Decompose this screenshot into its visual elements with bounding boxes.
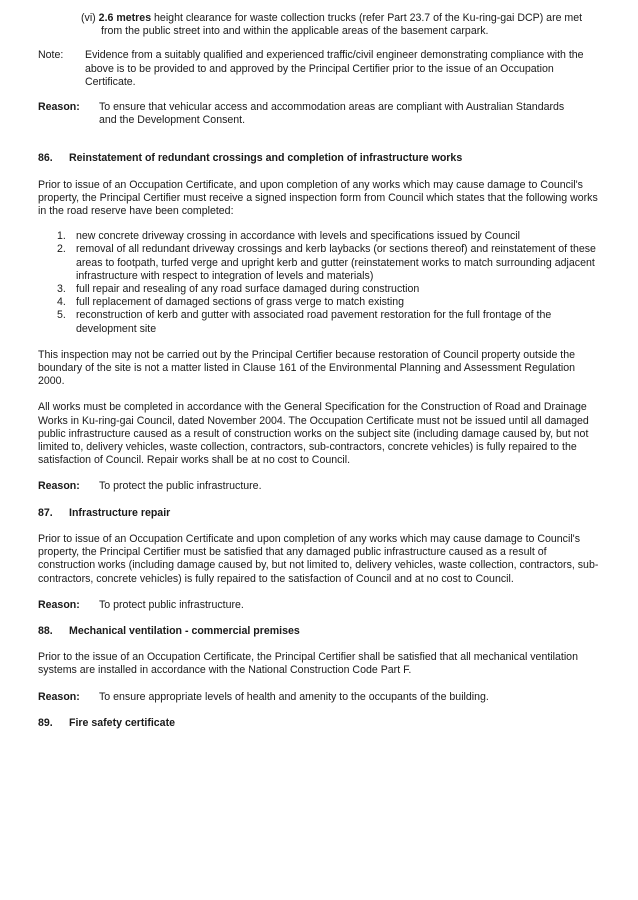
list-item <box>38 243 600 283</box>
list-item <box>38 296 600 309</box>
section-number: 89. <box>38 716 53 729</box>
section-number: 87. <box>38 506 53 519</box>
item-marker: (vi) <box>81 12 96 24</box>
reason-block <box>38 599 600 612</box>
section-heading <box>38 152 600 165</box>
list-number: 5. <box>57 309 66 322</box>
list-item <box>38 230 600 243</box>
section-title: Mechanical ventilation - commercial premises <box>69 624 300 637</box>
intro-list-item <box>81 12 600 38</box>
note-block <box>38 49 600 89</box>
reason-text: To protect public infrastructure. <box>99 598 244 611</box>
list-number: 4. <box>57 296 66 309</box>
list-text: full replacement of damaged sections of grass verge to match existing <box>76 296 404 309</box>
item-bold-text: 2.6 metres <box>98 12 152 24</box>
paragraph: This inspection may not be carried out by the Principal Certifier because restoration of Council property outside the boundary of the site is not a matter listed in Clause 161 of the Environmental Planning and Assessment Regulation 2000. <box>38 348 576 388</box>
paragraph: Prior to the issue of an Occupation Certificate, the Principal Certifier shall be satisfied that all mechanical ventilation systems are installed in accordance with the National Construction Code Part F. <box>38 651 578 677</box>
document-page <box>38 12 600 730</box>
note-label: Note: <box>38 49 64 62</box>
section-title: Infrastructure repair <box>69 506 171 519</box>
reason-block <box>38 101 600 127</box>
list-text: reconstruction of kerb and gutter with associated road pavement restoration for the full frontage of the development site <box>76 309 552 335</box>
section-heading <box>38 625 600 638</box>
section-number: 86. <box>38 152 53 165</box>
list-text: new concrete driveway crossing in accordance with levels and specifications issued by Council <box>76 230 520 243</box>
list-text: full repair and resealing of any road surface damaged during construction <box>76 283 420 296</box>
list-number: 3. <box>57 283 66 296</box>
section-title: Reinstatement of redundant crossings and completion of infrastructure works <box>69 152 463 165</box>
list-number: 2. <box>57 243 66 256</box>
reason-label: Reason: <box>38 598 80 611</box>
section-heading <box>38 507 600 520</box>
works-list <box>38 230 600 336</box>
section-number: 88. <box>38 624 53 637</box>
reason-block <box>38 691 600 704</box>
reason-label: Reason: <box>38 101 80 114</box>
reason-text: To ensure appropriate levels of health and amenity to the occupants of the building. <box>99 690 489 703</box>
note-text: Evidence from a suitably qualified and experienced traffic/civil engineer demonstrating compliance with the above is to be provided to and approved by the Principal Certifier prior to the issue of an Occupation Certificate. <box>85 49 584 88</box>
reason-block <box>38 480 600 493</box>
section-heading <box>38 717 600 730</box>
paragraph: All works must be completed in accordance with the General Specification for the Construction of Road and Drainage Works in Ku-ring-gai Council, dated November 2004. The Occupation Certificate must not be issued until all damaged public infrastructure caused as a result of construction works on the subject site (including damage caused by, but not limited to, delivery vehicles, waste collection, contractors, sub-contractors, concrete vehicles) is fully repaired to the satisfaction of Council. Repair works shall be at no cost to Council. <box>38 401 589 467</box>
list-item <box>38 283 600 296</box>
paragraph: Prior to issue of an Occupation Certificate, and upon completion of any works which may cause damage to Council's property, the Principal Certifier must receive a signed inspection form from Council which states that the following works in the road reserve have been completed: <box>38 178 598 218</box>
list-item <box>38 309 600 335</box>
reason-text: To protect the public infrastructure. <box>99 480 262 493</box>
reason-label: Reason: <box>38 480 80 493</box>
item-text: height clearance for waste collection trucks (refer Part 23.7 of the Ku-ring-gai DCP) are met from the public street into and within the applicable areas of the basement carpark. <box>101 12 583 38</box>
section-title: Fire safety certificate <box>69 716 175 729</box>
paragraph: Prior to issue of an Occupation Certificate and upon completion of any works which may cause damage to Council's property, the Principal Certifier must be satisfied that any damaged public infrastructure caused as a result of construction works (including damage caused by, but not limited to, delivery vehicles, waste collection, contractors, sub-contractors, concrete vehicles) is fully repaired to the satisfaction of Council and at no cost to Council. <box>38 532 599 585</box>
reason-label: Reason: <box>38 690 80 703</box>
list-text: removal of all redundant driveway crossings and kerb laybacks (or sections thereof) and reinstatement of these areas to footpath, turfed verge and upright kerb and gutter (reinstatement works to match surrounding adjacent infrastructure with respect to integration of levels and materials) <box>76 243 596 282</box>
reason-text: To ensure that vehicular access and accommodation areas are compliant with Australian Standards and the Development Consent. <box>99 101 565 127</box>
list-number: 1. <box>57 230 66 243</box>
